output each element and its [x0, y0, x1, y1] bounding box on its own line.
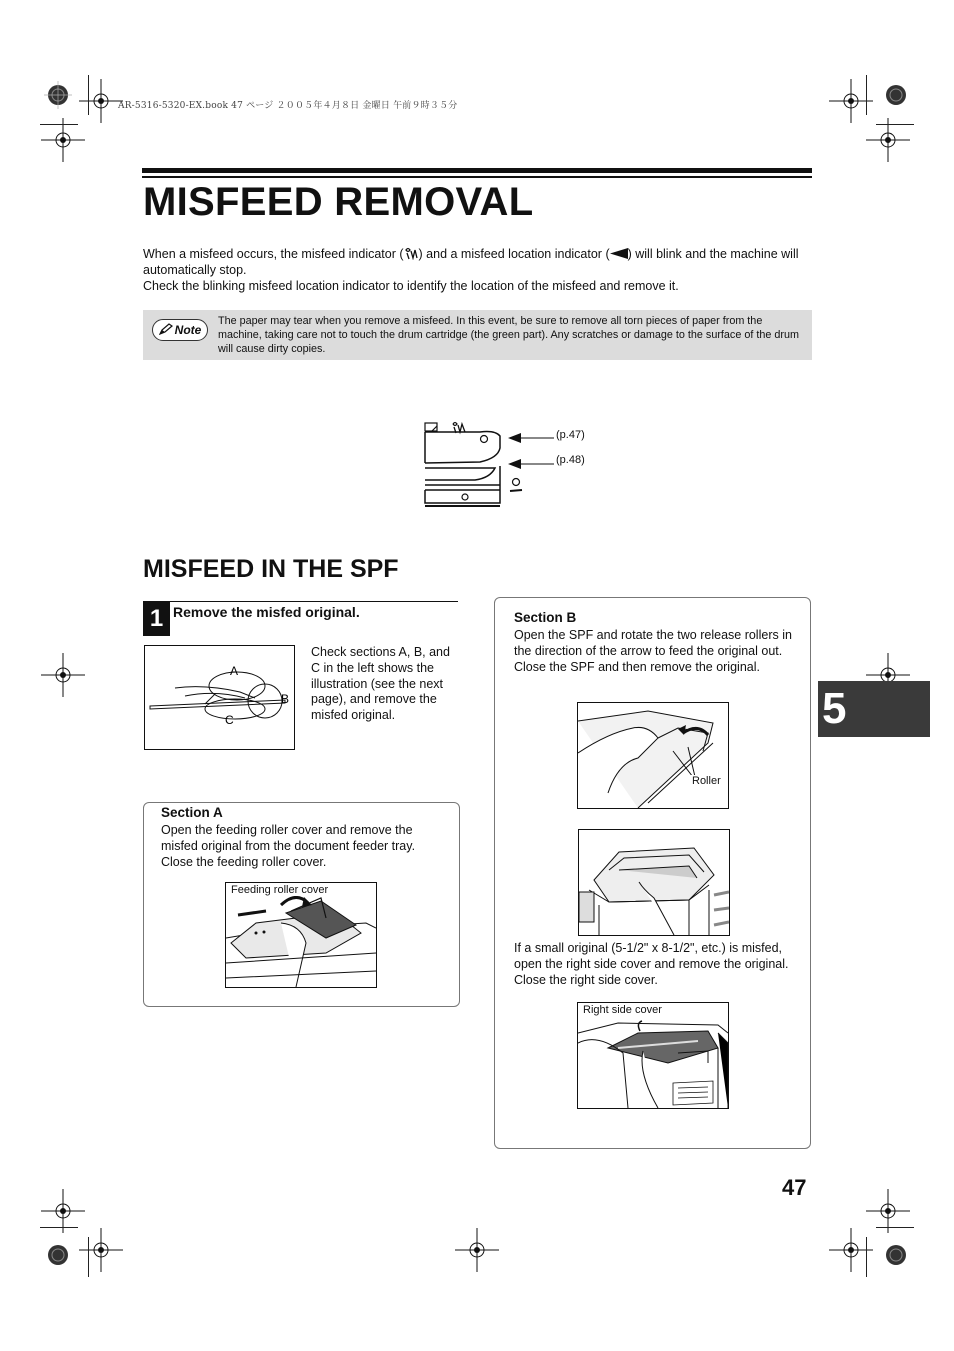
intro-line1-start: When a misfeed occurs, the misfeed indicator (	[143, 247, 404, 261]
page-title: MISFEED REMOVAL	[143, 180, 534, 224]
intro-line2: Check the blinking misfeed location indicator to identify the location of the misfeed and remove it.	[143, 278, 679, 293]
intro-text	[143, 247, 815, 294]
crop-line	[88, 75, 89, 115]
registration-mark-icon	[874, 1233, 918, 1277]
page-number: 47	[782, 1175, 807, 1200]
crop-line	[40, 1227, 78, 1228]
note-text: The paper may tear when you remove a misfeed. In this event, be sure to remove all torn pieces of paper from the machine, taking care not to touch the drum cartridge (the green part). Any scratches or damage to the surface of the drum will cause dirty copies.	[218, 315, 799, 355]
step-description: Check sections A, B, and C in the left shows the illustration (see the next page), and remove the misfed original.	[311, 645, 450, 723]
note-badge-label: Note	[174, 323, 202, 337]
registration-mark-icon	[36, 73, 80, 117]
crosshair-icon	[79, 79, 123, 123]
intro-line1-mid: ) and a misfeed location indicator (	[418, 247, 610, 261]
section-heading: MISFEED IN THE SPF	[143, 555, 399, 583]
crosshair-icon	[41, 653, 85, 697]
crosshair-icon	[455, 1228, 499, 1272]
section-b-body: Open the SPF and rotate the two release rollers in the direction of the arrow to feed the original out. Close the SPF and then remove the original.	[514, 628, 792, 674]
roller-caption: Roller	[692, 775, 721, 787]
step-title: Remove the misfed original.	[173, 604, 360, 620]
crop-line	[876, 1227, 914, 1228]
small-original-text: If a small original (5-1/2" x 8-1/2", etc.) is misfed, open the right side cover and remove the original. Close the right side cover.	[514, 941, 789, 987]
crop-line	[866, 75, 867, 115]
note-badge	[152, 319, 208, 341]
title-rule-thin	[142, 176, 812, 178]
step-rule	[170, 601, 458, 602]
section-b-title: Section B	[514, 610, 577, 625]
section-a-box	[143, 802, 460, 1007]
right-side-cover-caption: Right side cover	[583, 1004, 662, 1016]
feeding-roller-caption: Feeding roller cover	[231, 884, 329, 896]
registration-mark-icon	[874, 73, 918, 117]
print-header: AR-5316-5320-EX.book 47 ページ ２００５年４月８日 金曜日 午前９時３５分	[118, 101, 458, 111]
release-roller-illustration	[577, 702, 729, 809]
feeding-roller-illustration	[225, 882, 377, 988]
registration-mark-icon	[36, 1233, 80, 1277]
section-c-label: C	[225, 713, 234, 727]
crosshair-icon	[79, 1228, 123, 1272]
section-b-box	[494, 597, 811, 1149]
crop-line	[876, 124, 914, 125]
diagram-label-p47: (p.47)	[556, 429, 585, 441]
section-a-title: Section A	[161, 805, 223, 820]
crop-line	[40, 124, 78, 125]
right-side-cover-illustration	[577, 1002, 729, 1109]
note-box	[143, 310, 812, 360]
diagram-label-p48: (p.48)	[556, 454, 585, 466]
intro-line1-end: ) will blink and the machine will automatically stop.	[143, 247, 799, 277]
pencil-icon	[159, 323, 173, 338]
crop-line	[866, 1237, 867, 1277]
location-indicator-icon	[610, 247, 628, 261]
misfeed-indicator-icon	[404, 247, 419, 261]
chapter-tab-number: 5	[822, 684, 847, 733]
step-number: 1	[143, 601, 170, 636]
crop-line	[88, 1237, 89, 1277]
section-a-label: A	[230, 664, 239, 678]
section-b-label: B	[281, 692, 290, 706]
spf-sections-illustration	[144, 645, 295, 750]
section-a-body: Open the feeding roller cover and remove the misfed original from the document feeder tray. Close the feeding roller cover.	[161, 823, 416, 869]
title-rule	[142, 168, 812, 173]
spf-open-illustration	[578, 829, 730, 936]
